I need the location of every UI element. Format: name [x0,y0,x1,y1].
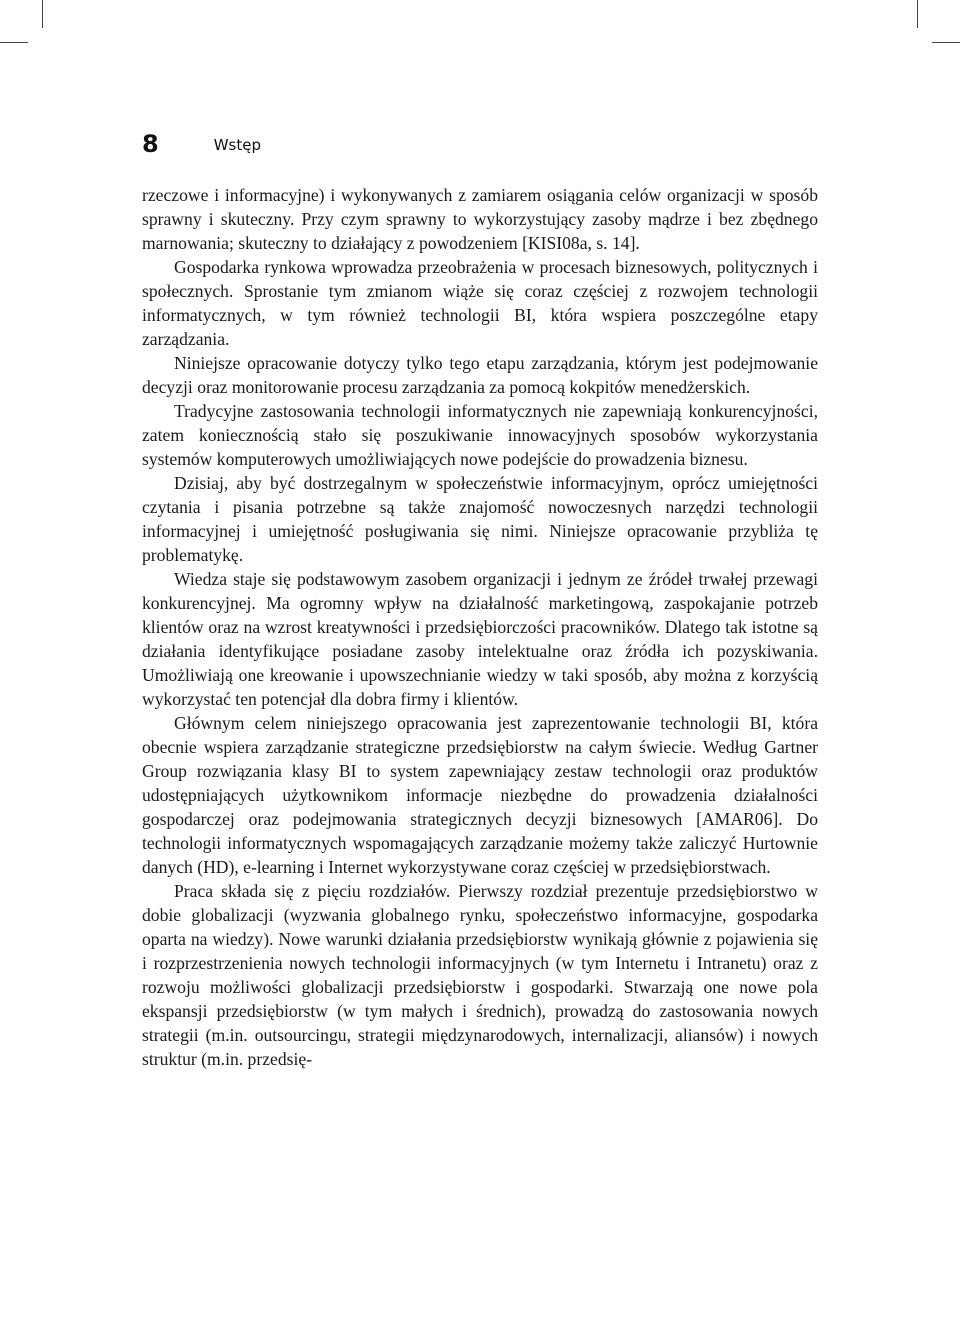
running-header [142,130,261,170]
paragraph: Niniejsze opracowanie dotyczy tylko tego etapu zarządzania, którym jest podejmowanie decyzji oraz monitorowanie procesu zarządzania za pomocą kokpitów menedżerskich. [142,353,818,397]
page-number: 8 [142,130,159,158]
paragraph: Głównym celem niniejszego opracowania jest zaprezentowanie technologii BI, która obecnie wspiera zarządzanie strategiczne przedsiębiorstw na całym świecie. Według Gartner Group rozwiązania klasy BI to system zapewniający zestaw technologii oraz produktów udostępniających użytkownikom informacje niezbędne do prowadzenia działalności gospodarczej oraz podejmowania strategicznych decyzji biznesowych [AMAR06]. Do technologii informatycznych wspomagających zarządzanie możemy także zaliczyć Hurtownie danych (HD), e-learning i Internet wykorzystywane coraz częściej w przedsiębiorstwach. [142,713,818,877]
crop-mark-top-left-horizontal [0,42,28,43]
paragraph: Tradycyjne zastosowania technologii informatycznych nie zapewniają konkurencyjności, zatem koniecznością stało się poszukiwanie innowacyjnych sposobów wykorzystania systemów komputerowych umożliwiających nowe podejście do prowadzenia biznesu. [142,401,818,469]
paragraph: Dzisiaj, aby być dostrzegalnym w społeczeństwie informacyjnym, oprócz umiejętności czytania i pisania potrzebne są także znajomość nowoczesnych narzędzi technologii informacyjnej i umiejętność posługiwania się nimi. Niniejsze opracowanie przybliża tę problematykę. [142,473,818,565]
section-title: Wstęp [213,136,261,154]
paragraph: Praca składa się z pięciu rozdziałów. Pierwszy rozdział prezentuje przedsiębiorstwo w dobie globalizacji (wyzwania globalnego rynku, społeczeństwo informacyjne, gospodarka oparta na wiedzy). Nowe warunki działania przedsiębiorstw wynikają głównie z pojawienia się i rozprzestrzenienia nowych technologii informacyjnych (w tym Internetu i Intranetu) oraz z rozwoju możliwości globalizacji przedsiębiorstw i gospodarki. Stwarzają one nowe pola ekspansji przedsiębiorstw (w tym małych i średnich), prowadzą do zastosowania nowych strategii (m.in. outsourcingu, strategii międzynarodowych, internalizacji, aliansów) i nowych struktur (m.in. przedsię- [142,881,818,1069]
paragraph: Gospodarka rynkowa wprowadza przeobrażenia w procesach biznesowych, politycznych i społecznych. Sprostanie tym zmianom wiąże się coraz częściej z rozwojem technologii informatycznych, w tym również technologii BI, która wspiera poszczególne etapy zarządzania. [142,257,818,349]
crop-mark-top-right [917,0,918,28]
paragraph: Wiedza staje się podstawowym zasobem organizacji i jednym ze źródeł trwałej przewagi konkurencyjnej. Ma ogromny wpływ na działalność marketingową, zaspokajanie potrzeb klientów oraz na wzrost kreatywności i przedsiębiorczości pracowników. Dlatego tak istotne są działania identyfikujące posiadane zasoby intelektualne oraz źródła ich pozyskiwania. Umożliwiają one kreowanie i upowszechnianie wiedzy w taki sposób, aby można z korzyścią wykorzystać ten potencjał dla dobra firmy i klientów. [142,569,818,709]
crop-mark-top-right-horizontal [932,42,960,43]
crop-mark-top-left [42,0,43,28]
paragraph: rzeczowe i informacyjne) i wykonywanych z zamiarem osiągania celów organizacji w sposób sprawny i skuteczny. Przy czym sprawny to wykorzystujący zasoby mądrze i bez zbędnego marnowania; skuteczny to działający z powodzeniem [KISI08a, s. 14]. [142,185,818,253]
body-text [142,183,818,1071]
